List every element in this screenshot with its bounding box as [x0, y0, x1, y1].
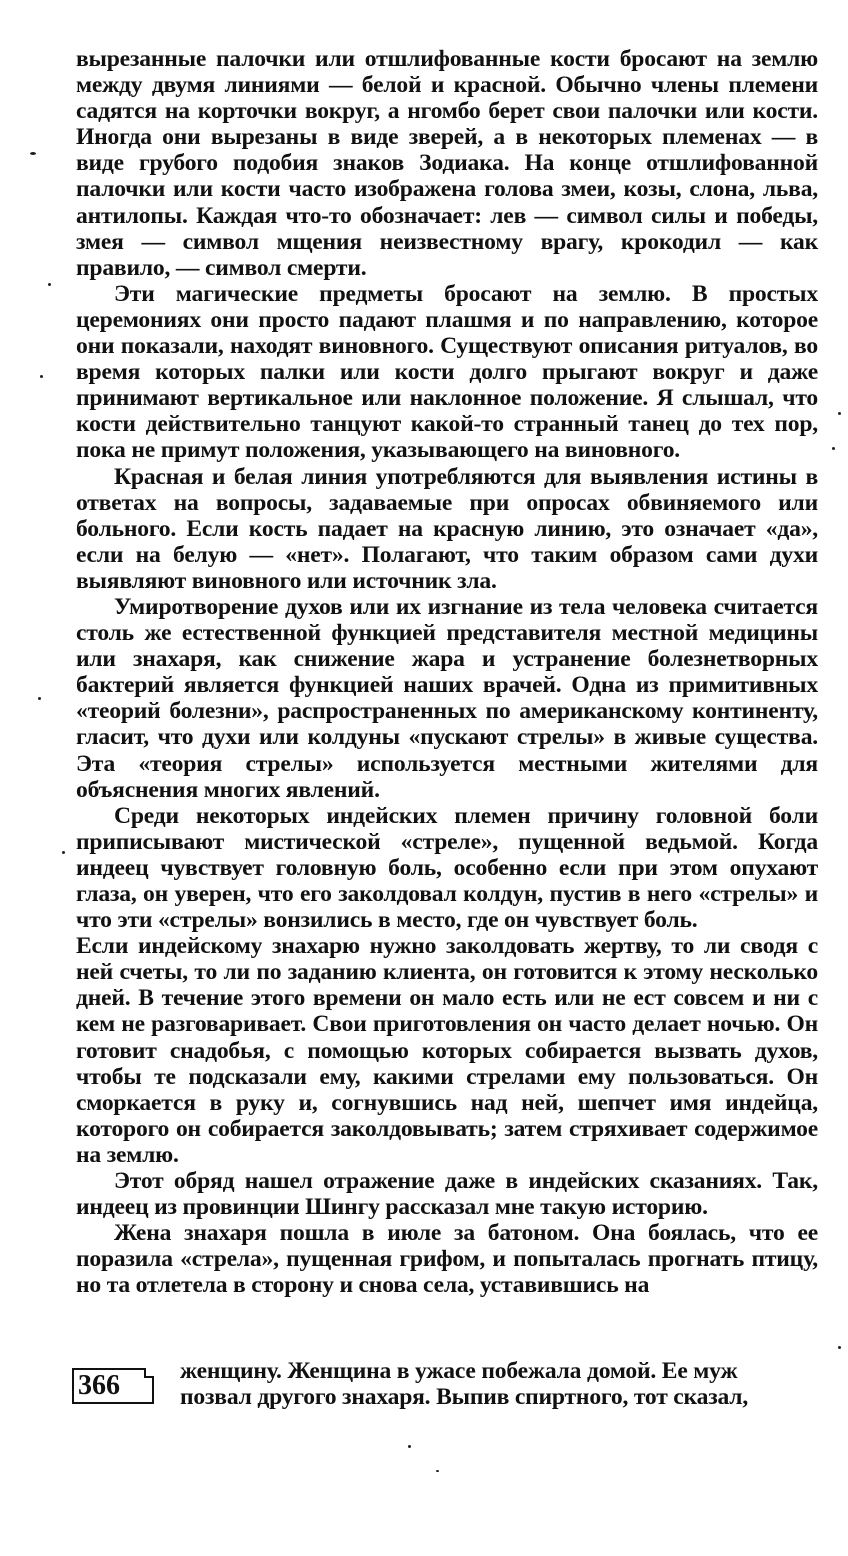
scan-speck: [838, 1346, 841, 1349]
scan-speck: [40, 375, 43, 378]
scan-speck: [832, 447, 835, 450]
folded-corner-icon: [144, 1368, 154, 1378]
body-text: [76, 46, 818, 1299]
scan-speck: [48, 283, 51, 286]
scan-speck: [838, 412, 841, 415]
text-line: женщину. Женщина в ужасе побежала домой. Ее муж: [180, 1358, 738, 1384]
paragraph: Среди некоторых индейских племен причину головной боли приписывают мистической «стреле», пущенной ведьмой. Когда индеец чувствует головную боль, особенно если при этом опухают глаза, он уверен, что его заколдовал колдун, пустив в него «стрелы» и что эти «стрелы» вонзились в место, где он чувствует боль.: [76, 802, 818, 934]
scan-speck: [38, 697, 41, 700]
page-number: 366: [78, 1370, 120, 1401]
scan-speck: [30, 152, 36, 155]
scan-speck: [436, 1470, 439, 1472]
paragraph: Если индейскому знахарю нужно заколдовать жертву, то ли сводя с ней счеты, то ли по заданию клиента, он готовится к этому несколько дней. В течение этого времени он мало есть или не ест совсем и ни с кем не разговаривает. Свои приготовления он часто делает ночью. Он готовит снадобья, с помощью которых собирается вызвать духов, чтобы те подсказали ему, какими стрелами ему пользоваться. Он сморкается в руку и, согнувшись над ней, шепчет имя индейца, которого он собирается заколдовывать; затем стряхивает содержимое на землю.: [76, 933, 818, 1168]
scan-speck: [62, 851, 65, 854]
paragraph: Эти магические предметы бросают на землю. В простых церемониях они просто падают плашмя и по направлению, которое они показали, находят виновного. Существуют описания ритуалов, во время которых палки или кости долго прыгают вокруг и даже принимают вертикальное или наклонное положение. Я слышал, что кости действительно танцуют какой-то странный танец до тех пор, пока не примут положения, указывающего на виновного.: [76, 280, 818, 464]
paragraph: Умиротворение духов или их изгнание из тела человека считается столь же естественной функцией представителя местной медицины или знахаря, как снижение жара и устранение болезнетворных бактерий является функцией наших врачей. Одна из примитивных «теорий болезни», распространенных по американскому континенту, гласит, что духи или колдуны «пускают стрелы» в живые существа. Эта «теория стрелы» используется местными жителями для объяснения многих явлений.: [76, 593, 818, 803]
scan-speck: [408, 1445, 411, 1448]
paragraph: Этот обряд нашел отражение даже в индейских сказаниях. Так, индеец из провинции Шингу рассказал мне такую историю.: [76, 1168, 818, 1221]
page-footer: [72, 1358, 820, 1418]
page-number-box: [72, 1368, 154, 1404]
paragraph: Красная и белая линия употребляются для выявления истины в ответах на вопросы, задаваемые при опросах обвиняемого или больного. Если кость падает на красную линию, это означает «да», если на белую — «нет». Полагают, что таким образом сами духи выявляют виновного или источник зла.: [76, 463, 818, 594]
text-line: позвал другого знахаря. Выпив спиртного, тот сказал,: [180, 1384, 749, 1411]
continued-text: [180, 1358, 820, 1410]
paragraph: Жена знахаря пошла в июле за батоном. Она боялась, что ее поразила «стрела», пущенная грифом, и попыталась прогнать птицу, но та отлетела в сторону и снова села, уставившись на: [76, 1220, 818, 1299]
paragraph: вырезанные палочки или отшлифованные кости бросают на землю между двумя линиями — белой и красной. Обычно члены племени садятся на корточки вокруг, а нгомбо берет свои палочки или кости. Иногда они вырезаны в виде зверей, а в некоторых племенах — в виде грубого подобия знаков Зодиака. На конце отшлифованной палочки или кости часто изображена голова змеи, козы, слона, льва, антилопы. Каждая что-то обозначает: лев — символ силы и победы, змея — символ мщения неизвестному врагу, крокодил — как правило, — символ смерти.: [76, 46, 818, 281]
